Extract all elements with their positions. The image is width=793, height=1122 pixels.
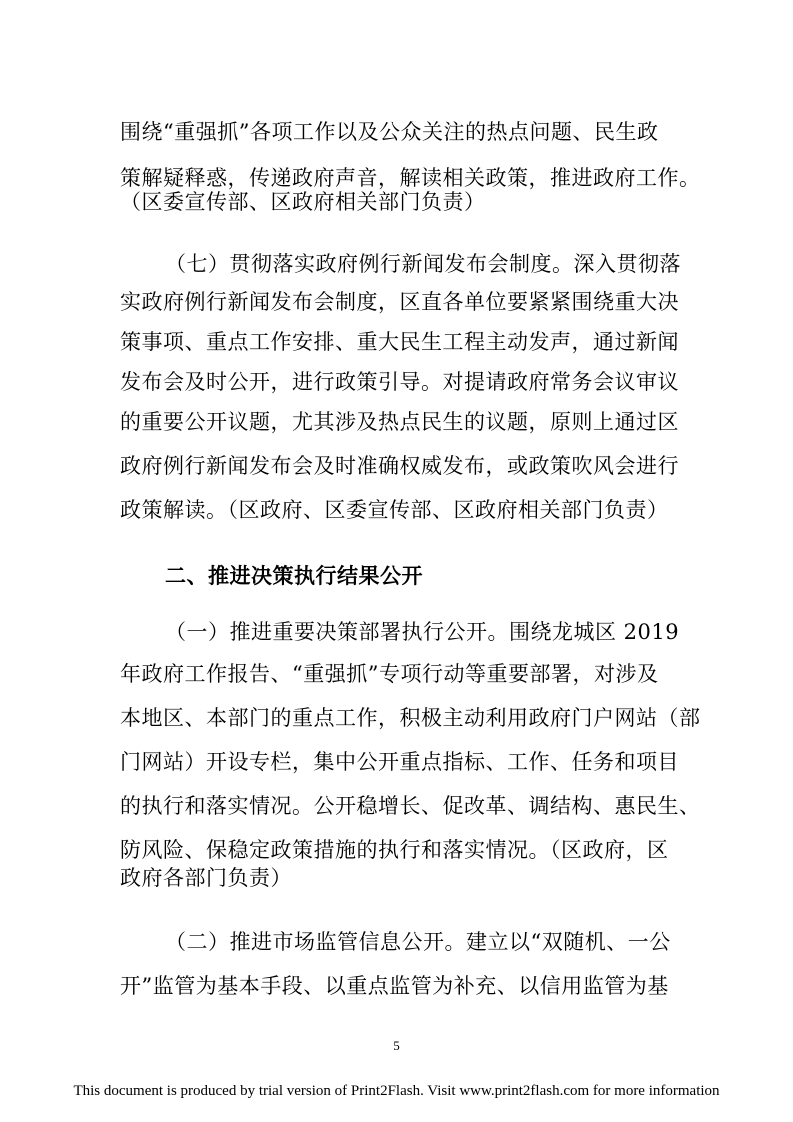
body-text-line: 防风险、保稳定政策措施的执行和落实情况。（区政府，区 xyxy=(120,838,669,862)
body-text-line: 门网站）开设专栏，集中公开重点指标、工作、任务和项目 xyxy=(120,750,679,774)
paragraph-start-line: （一）推进重要决策部署执行公开。围绕龙城区 2019 xyxy=(165,620,680,644)
body-text-line: 策解疑释惑，传递政府声音，解读相关政策，推进政府工作。 xyxy=(120,166,701,190)
body-text-line: 政策解读。（区政府、区委宣传部、区政府相关部门负责） xyxy=(120,498,669,522)
body-text-line: 策事项、重点工作安排、重大民生工程主动发声，通过新闻 xyxy=(120,330,679,354)
body-text-line: 年政府工作报告、“重强抓”专项行动等重要部署，对涉及 xyxy=(120,662,659,686)
body-text-line: 的重要公开议题，尤其涉及热点民生的议题，原则上通过区 xyxy=(120,410,679,434)
body-text-line: （区委宣传部、区政府相关部门负责） xyxy=(120,190,486,214)
page-number: 5 xyxy=(393,1038,400,1053)
body-text-line: 本地区、本部门的重点工作，积极主动利用政府门户网站（部 xyxy=(120,706,701,730)
body-text-line: 围绕“重强抓”各项工作以及公众关注的热点问题、民生政 xyxy=(120,120,659,144)
paragraph-start-line: （七）贯彻落实政府例行新闻发布会制度。深入贯彻落 xyxy=(165,252,681,276)
body-text-line: 政府各部门负责） xyxy=(120,866,292,890)
trial-watermark-footer: This document is produced by trial version of Print2Flash. Visit www.print2flash.com for more information xyxy=(73,1083,720,1099)
paragraph-start-line: （二）推进市场监管信息公开。建立以“双随机、一公 xyxy=(165,930,671,954)
body-text-line: 发布会及时公开，进行政策引导。对提请政府常务会议审议 xyxy=(120,370,679,394)
body-text-line: 的执行和落实情况。公开稳增长、促改革、调结构、惠民生、 xyxy=(120,794,701,818)
section-heading: 二、推进决策执行结果公开 xyxy=(165,564,423,588)
body-text-line: 实政府例行新闻发布会制度，区直各单位要紧紧围绕重大决 xyxy=(120,290,679,314)
body-text-line: 开”监管为基本手段、以重点监管为补充、以信用监管为基 xyxy=(120,974,669,998)
body-text-line: 政府例行新闻发布会及时准确权威发布，或政策吹风会进行 xyxy=(120,454,679,478)
